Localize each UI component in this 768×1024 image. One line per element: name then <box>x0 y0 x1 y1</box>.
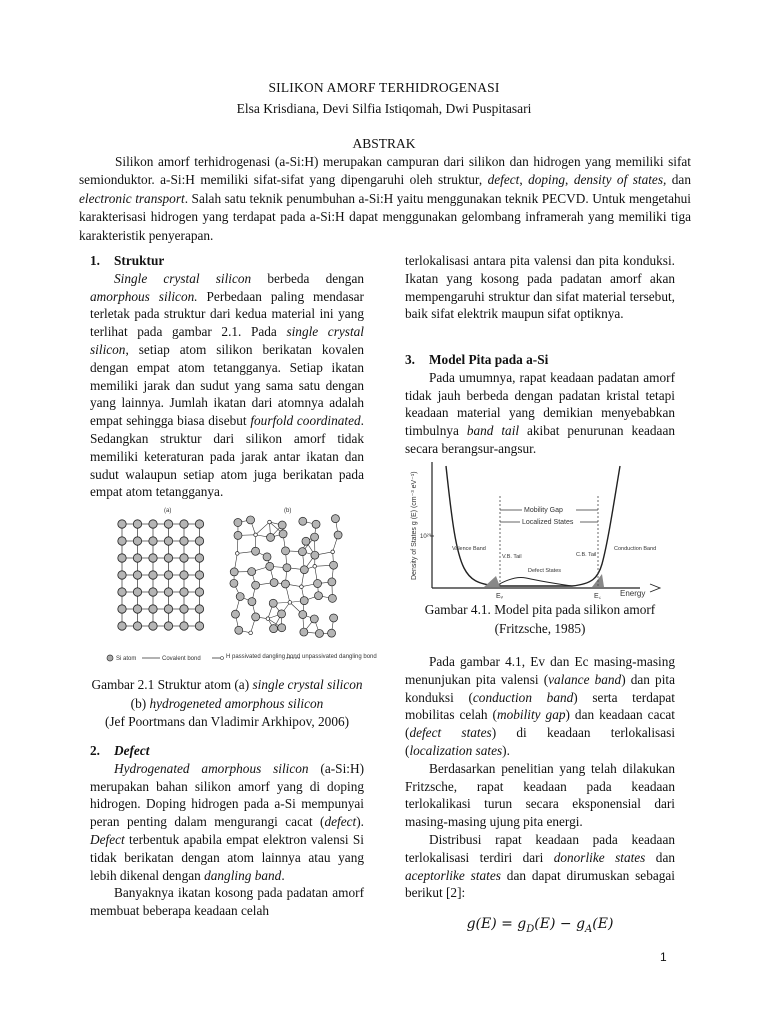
svg-text:unpassivated dangling bond: unpassivated dangling bond <box>302 654 377 660</box>
figure-legend <box>107 654 377 662</box>
si-atom <box>266 562 274 570</box>
si-atom <box>314 592 322 600</box>
si-atom <box>312 520 320 528</box>
si-atom-icon <box>107 655 113 661</box>
si-atom <box>133 520 141 528</box>
section-heading: 1. Struktur <box>90 253 165 268</box>
si-atom <box>302 537 310 545</box>
si-atom <box>315 629 323 637</box>
si-atom <box>118 554 126 562</box>
si-atom <box>180 554 188 562</box>
si-atom <box>164 588 172 596</box>
hydrogen-atom <box>313 564 317 568</box>
defect-states-label: Defect States <box>528 568 562 574</box>
si-atom <box>298 548 306 556</box>
hydrogen-atom <box>288 601 292 605</box>
paper-title: SILIKON AMORF TERHIDROGENASI <box>268 80 500 95</box>
y-axis-label: Density of States g (E) (cm⁻³ eV⁻¹) <box>411 471 418 580</box>
si-atom <box>133 571 141 579</box>
section-paragraph: terlokalisasi antara pita valensi dan pita konduksi. Ikatan yang kosong pada padatan amorf akan mempengaruhi struktur dan sifat material tersebut, baik sifat elektrik maupun sifat optiknya. <box>405 253 675 322</box>
si-atom <box>279 530 287 538</box>
si-atom <box>314 580 322 588</box>
si-atom <box>269 599 277 607</box>
si-atom <box>263 553 271 561</box>
si-atom <box>195 571 203 579</box>
si-atom <box>299 517 307 525</box>
abstract-heading: ABSTRAK <box>352 136 416 151</box>
si-atom <box>331 515 339 523</box>
abstract-text: Silikon amorf terhidrogenasi (a-Si:H) merupakan campuran dari silikon dan hidrogen yang memiliki sifat semionduktor. a-Si:H memiliki sifat-sifat yang dipengaruhi oleh struktur, defect, doping, density of states, dan electronic transport. Salah satu teknik penumbuhan a-Si:H yaitu menggunakan teknik PECVD. Untuk mengetahui karakterisasi hidrogen yang terdapat pada a-Si:H dapat menggunakan gelombang inframerah yang memiliki tiga karakteristik penyerapan. <box>79 154 691 243</box>
si-atom <box>236 593 244 601</box>
section-paragraph: Banyaknya ikatan kosong pada padatan amorf membuat beberapa keadaan celah <box>90 885 364 919</box>
section-paragraph: Berdasarkan penelitian yang telah dilakukan Fritzsche, rapat keadaan pada keadaan terlokalikasi turun secara eksponensial dari masing-masing ujung pita energi. <box>405 760 675 830</box>
si-atom <box>330 614 338 622</box>
si-atom <box>252 547 260 555</box>
si-atom <box>195 622 203 630</box>
figure2-caption: Gambar 4.1. Model pita pada silikon amorf (Fritzsche, 1985) <box>424 602 656 636</box>
section-paragraph: Distribusi rapat keadaan pada keadaan terlokalisasi terdiri dari donorlike states dan aceptorlike states dan dapat dirumuskan sebagai berikut [2]: <box>405 831 675 901</box>
si-atom <box>149 571 157 579</box>
si-atom <box>149 520 157 528</box>
ev-label: Eᵥ <box>496 593 503 600</box>
si-atom <box>231 610 239 618</box>
si-atom <box>180 622 188 630</box>
si-atom <box>234 531 242 539</box>
si-atom <box>164 520 172 528</box>
section-paragraph: Pada gambar 4.1, Ev dan Ec masing-masing menunjukan pita valensi (valance band) dan pita konduksi (conduction band) serta terdapat mobilitas celah (mobility gap) dan keadaan cacat (defect states) di keadaan terlokalisasi (localization sates). <box>405 654 676 758</box>
si-atom <box>267 533 275 541</box>
si-atom <box>180 520 188 528</box>
si-atom <box>149 554 157 562</box>
si-atom <box>328 578 336 586</box>
si-atom <box>252 581 260 589</box>
si-atom <box>235 626 243 634</box>
si-atom <box>149 622 157 630</box>
si-atom <box>118 520 126 528</box>
si-atom <box>230 579 238 587</box>
si-atom <box>195 537 203 545</box>
paper-authors: Elsa Krisdiana, Devi Silfia Istiqomah, Dwi Puspitasari <box>236 101 532 116</box>
si-atom <box>118 537 126 545</box>
atomic-structure-figure <box>100 504 377 674</box>
si-atom <box>164 605 172 613</box>
section-heading: 2. Defect <box>90 743 150 758</box>
vb-tail-label: V.B. Tail <box>502 554 522 560</box>
hydrogen-atom <box>300 585 304 589</box>
energy-axis-label: Energy <box>620 589 646 598</box>
si-atom <box>180 605 188 613</box>
si-atom <box>149 537 157 545</box>
si-atom <box>118 622 126 630</box>
si-atom <box>247 516 255 524</box>
valence-band-label: Valence Band <box>452 546 486 552</box>
section-paragraph: Pada umumnya, rapat keadaan padatan amorf tidak jauh berbeda dengan padatan kristal tetapi keadaan material yang demikian menyebabkan timbulnya band tail akibat penurunan keadaan secara berangsur-angsur. <box>405 369 676 456</box>
si-atom <box>230 568 238 576</box>
si-atom <box>283 564 291 572</box>
si-atom <box>133 622 141 630</box>
section-heading: 3. Model Pita pada a-Si <box>405 352 549 367</box>
si-atom <box>149 605 157 613</box>
band-model-figure <box>404 452 684 600</box>
figure-label-b: (b) <box>284 508 292 514</box>
density-equation: $g(E) = g_D(E) - g_A(E)$ <box>466 916 614 935</box>
si-atom <box>278 624 286 632</box>
si-atom <box>234 518 242 526</box>
amorphous-network <box>230 515 342 638</box>
si-atom <box>311 533 319 541</box>
page-number: 1 <box>660 950 667 964</box>
si-atom <box>334 531 342 539</box>
si-atom <box>195 520 203 528</box>
si-atom <box>133 554 141 562</box>
section-defect <box>90 742 364 920</box>
si-atom <box>133 588 141 596</box>
ec-label: E꜀ <box>594 593 602 600</box>
conduction-band-label: Conduction Band <box>614 546 657 552</box>
svg-text:Si atom: Si atom <box>116 656 137 662</box>
y-tick-label: 10²⁰ <box>420 534 432 540</box>
si-atom <box>248 568 256 576</box>
si-atom <box>195 554 203 562</box>
hydrogen-atom <box>235 552 239 556</box>
section-struktur <box>90 252 364 501</box>
si-atom <box>281 580 289 588</box>
si-atom <box>328 594 336 602</box>
cb-tail-label: C.B. Tail <box>576 552 597 558</box>
si-atom <box>278 521 286 529</box>
si-atom <box>310 615 318 623</box>
hydrogen-atom <box>249 631 253 635</box>
si-atom <box>118 571 126 579</box>
si-atom <box>300 566 308 574</box>
si-atom <box>330 561 338 569</box>
si-atom <box>180 588 188 596</box>
si-atom <box>282 547 290 555</box>
si-atom <box>328 629 336 637</box>
defect-bump <box>496 577 572 586</box>
si-atom <box>118 588 126 596</box>
si-atom <box>149 588 157 596</box>
si-atom <box>270 579 278 587</box>
si-atom <box>164 554 172 562</box>
svg-text:Covalent bond: Covalent bond <box>162 656 201 662</box>
si-atom <box>133 537 141 545</box>
right-column-body <box>405 653 675 902</box>
si-atom <box>300 597 308 605</box>
hydrogen-atom <box>268 520 272 524</box>
si-atom <box>164 622 172 630</box>
hydrogen-atom <box>266 617 270 621</box>
si-atom <box>311 551 319 559</box>
si-atom <box>180 571 188 579</box>
si-atom <box>164 571 172 579</box>
mobility-gap-label: Mobility Gap <box>524 507 563 514</box>
si-atom <box>195 605 203 613</box>
si-atom <box>118 605 126 613</box>
svg-text:H passivated dangling bond: H passivated dangling bond <box>226 654 301 660</box>
hydrogen-atom <box>254 533 258 537</box>
si-atom <box>248 598 256 606</box>
si-atom <box>270 625 278 633</box>
si-atom <box>252 613 260 621</box>
si-atom <box>195 588 203 596</box>
si-atom <box>180 537 188 545</box>
si-atom <box>164 537 172 545</box>
section-paragraph: Single crystal silicon berbeda dengan amorphous silicon. Perbedaan paling mendasar terletak pada struktur dari kedua material ini yang terlihat pada gambar 2.1. Pada single crystal silicon, setiap atom silikon berikatan kovalen dengan empat atom tetangganya. Setiap ikatan memiliki jarak dan sudut yang sama satu dengan yang lainnya. Jumlah ikatan dari atomnya adalah empat sehingga biasa disebut fourfold coordinated. Sedangkan struktur dari silikon amorf tidak memiliki keteraturan pada jarak antar ikatan dan sudut walaupun setiap atom juga berikatan pada empat atom tetangganya. <box>90 270 364 500</box>
hydrogen-atom <box>331 550 335 554</box>
figure1-caption: Gambar 2.1 Struktur atom (a) single crystal silicon (b) hydrogeneted amorphous silicon (Jef Poortmans dan Vladimir Arkhipov, 2006) <box>91 677 363 730</box>
si-atom <box>300 628 308 636</box>
si-atom <box>133 605 141 613</box>
energy-arrow-icon <box>650 584 660 592</box>
section-paragraph: Hydrogenated amorphous silicon (a-Si:H) merupakan bahan silikon amorf yang di doping hidrogen. Doping hidrogen pada a-Si mempunyai peran penting dalam mengurangi cacat (defect). Defect terbentuk apabila empat elektron valensi Si tidak berikatan dengan atom lainnya atau yang lebih dikenal dengan dangling band. <box>90 760 364 883</box>
figure-label-a: (a) <box>164 508 172 514</box>
si-atom <box>299 611 307 619</box>
right-column-top <box>405 252 675 323</box>
section-model-pita <box>405 351 675 458</box>
localized-states-label: Localized States <box>522 519 574 526</box>
vb-tail-shade <box>484 576 500 587</box>
si-atom <box>278 610 286 618</box>
crystal-lattice <box>118 520 204 630</box>
